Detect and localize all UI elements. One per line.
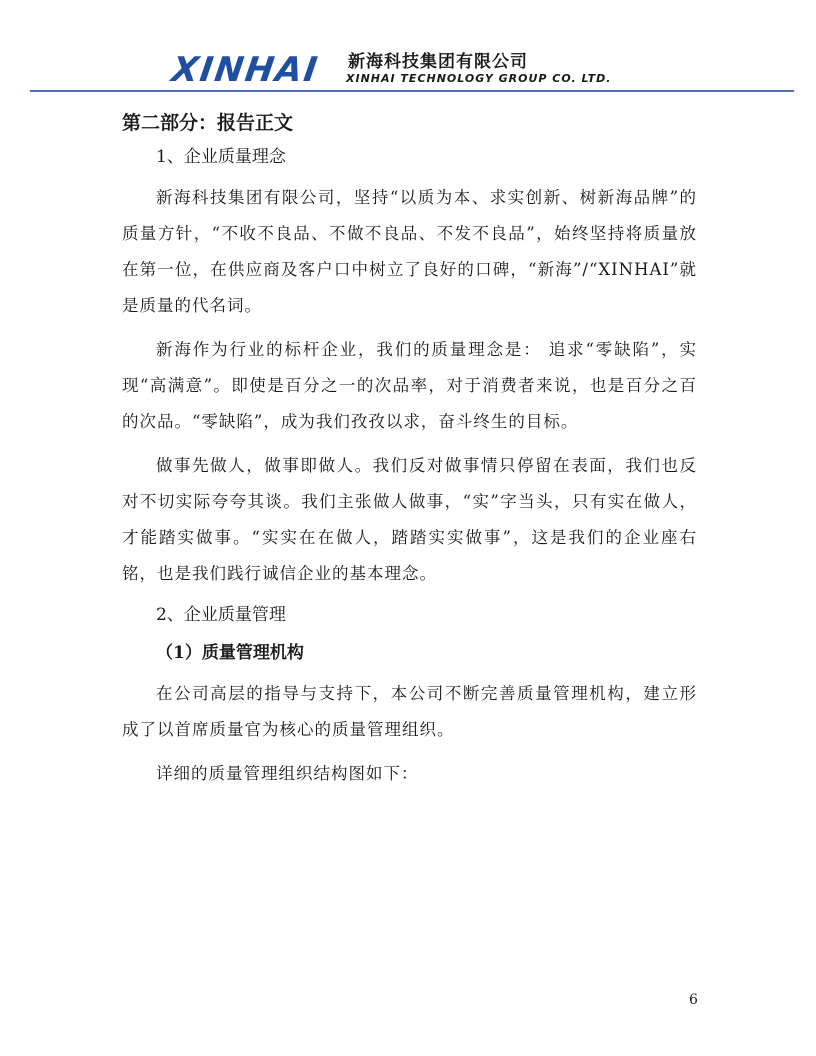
quality-org-subheading: （1）质量管理机构: [156, 643, 304, 663]
paragraph-quality-org: 在公司高层的指导与支持下，本公司不断完善质量管理机构，建立形成了以首席质量官为核心的质量管理组织。: [122, 684, 697, 739]
quality-philosophy-heading: 1、企业质量理念: [156, 147, 286, 167]
company-logo: XINHAI: [169, 50, 322, 90]
page-header: [169, 50, 632, 90]
header-divider: [30, 90, 794, 92]
paragraph-zero-defect: 新海作为行业的标杆企业，我们的质量理念是： 追求“零缺陷”，实现“高满意”。即使是百分之一的次品率，对于消费者来说，也是百分之百的次品。“零缺陷”，成为我们孜孜以求，奋斗终生的目标。: [122, 340, 697, 431]
page-number: 6: [689, 992, 698, 1008]
quality-management-heading: 2、企业质量管理: [156, 605, 286, 625]
company-name-cn: 新海科技集团有限公司: [348, 52, 528, 72]
report-body: [122, 108, 697, 800]
paragraph-quality-policy: 新海科技集团有限公司，坚持“以质为本、求实创新、树新海品牌”的质量方针，“不收不良品、不做不良品、不发不良品”，始终坚持将质量放在第一位，在供应商及客户口中树立了良好的口碑，“新海”/“XINHAI”就是质量的代名词。: [122, 188, 697, 315]
paragraph-org-chart-intro: 详细的质量管理组织结构图如下：: [156, 764, 419, 783]
company-name-en: XINHAI TECHNOLOGY GROUP CO. LTD.: [346, 72, 612, 85]
paragraph-integrity: 做事先做人，做事即做人。我们反对做事情只停留在表面，我们也反对不切实际夸夸其谈。我们主张做人做事，“实”字当头，只有实在做人，才能踏实做事。“实实在在做人，踏踏实实做事”，这是我们的企业座右铭，也是我们践行诚信企业的基本理念。: [122, 456, 697, 583]
section-title: 第二部分：报告正文: [122, 112, 294, 134]
